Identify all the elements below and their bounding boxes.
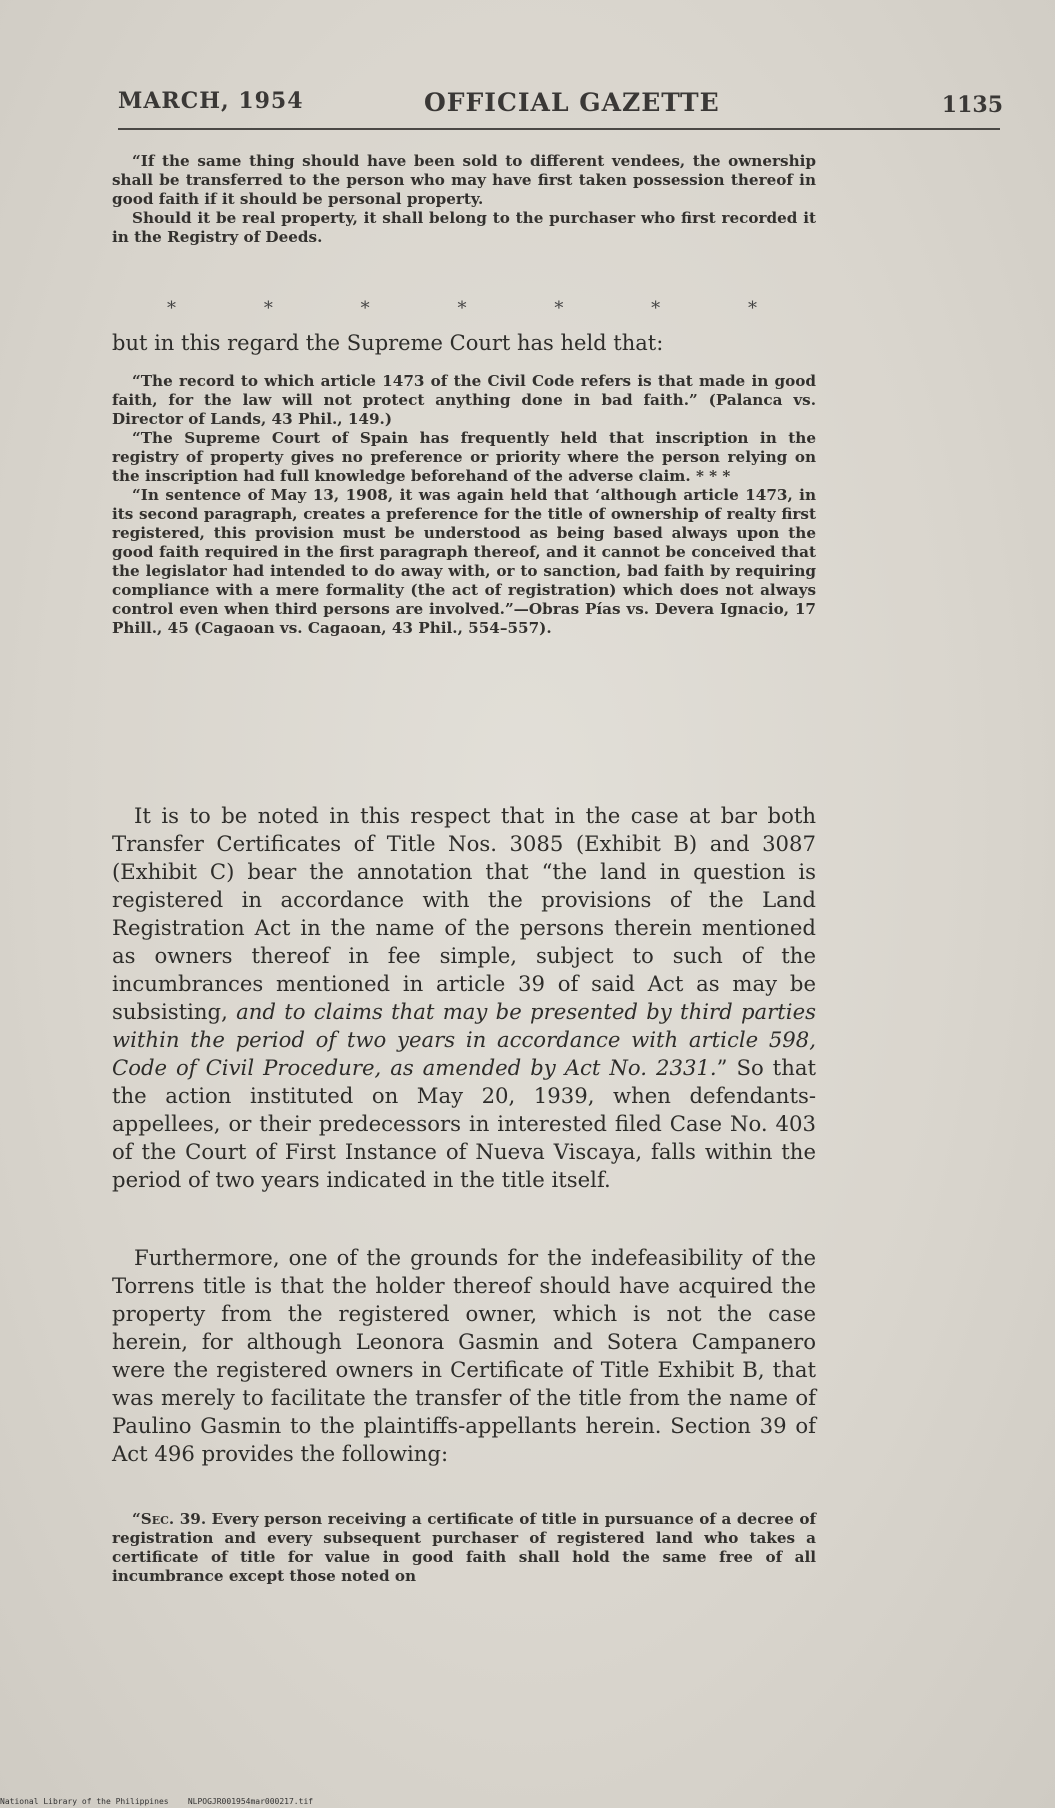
quote-paragraph: “The record to which article 1473 of the Civil Code refers is that made in good faith, for the law will not protect anything done in bad faith.” (Palanca vs. Director of Lands, 43 Phil., 149.) (112, 372, 816, 428)
quote-civil-code (112, 152, 816, 247)
quote-paragraph: “In sentence of May 13, 1908, it was again held that ‘although article 1473, in its second paragraph, creates a preference for the title of ownership of realty first registered, this provision must be understood as being based always upon the good faith required in the first paragraph thereof, and it cannot be conceived that the legislator had intended to do away with, or to sanction, bad faith by requiring compliance with a mere formality (the act of registration) which does not always control even when third persons are involved.”—Obras Pías vs. Devera Ignacio, 17 Phill., 45 (Cagaoan vs. Cagaoan, 43 Phil., 554–557). (112, 486, 816, 637)
star: * (167, 298, 176, 319)
file-name: NLPOGJR001954mar000217.tif (187, 1797, 314, 1806)
star: * (651, 298, 661, 319)
star: * (263, 298, 273, 319)
library-name: National Library of the Philippines (0, 1797, 169, 1806)
publication-title: OFFICIAL GAZETTE (424, 88, 720, 117)
star: * (554, 298, 564, 319)
body-paragraph-1 (112, 802, 816, 1194)
quote-supreme-court (112, 372, 816, 638)
page-number: 1135 (941, 92, 1003, 118)
body-text: It is to be noted in this respect that in the case at bar both Transfer Certificates of Title Nos. 3085 (Exhibit B) and 3087 (Exhibit C) bear the annotation that “the land in question is registered in accordance with the provisions of the Land Registration Act in the name of the persons therein mentioned as owners thereof in fee simple, subject to such of the incumbrances mentioned in article 39 of said Act as may be subsisting, (112, 803, 816, 1024)
section-label: Sec. 39. (140, 1510, 207, 1528)
body-paragraph-2 (112, 1244, 816, 1468)
issue-date: MARCH, 1954 (118, 88, 304, 114)
star: * (457, 298, 467, 319)
running-head (118, 82, 1003, 118)
quote-paragraph: “If the same thing should have been sold to different vendees, the ownership shall be transferred to the person who may have first taken possession thereof in good faith if it should be personal property. (112, 152, 816, 208)
star: * (360, 298, 370, 319)
quote-text: Every person receiving a certificate of title in pursuance of a decree of registration and every subsequent purchaser of registered land who takes a certificate of title for value in good faith shall hold the same free of all incumbrance except those noted on (112, 1510, 816, 1585)
header-rule (118, 128, 1000, 130)
ellipsis-stars (112, 298, 816, 319)
body-text-italic: and to claims that may be presented by third parties within the period of two years in accordance with article 598, Code of Civil Procedure, as amended by Act No. 2331. (112, 999, 816, 1080)
quote-paragraph: “The Supreme Court of Spain has frequently held that inscription in the registry of property gives no preference or priority where the person relying on the inscription had full knowledge beforehand of the adverse claim. * * * (112, 429, 816, 485)
open-quote: “ (132, 1510, 141, 1528)
star: * (747, 298, 757, 319)
body-text: ” So that the action instituted on May 20, 1939, when defendants-appellees, or their predecessors in interested filed Case No. 403 of the Court of First Instance of Nueva Viscaya, falls within the period of two years indicated in the title itself. (112, 1055, 816, 1192)
quote-section-39 (112, 1510, 816, 1586)
lead-sentence: but in this regard the Supreme Court has held that: (112, 331, 664, 355)
quote-paragraph: Should it be real property, it shall belong to the purchaser who first recorded it in the Registry of Deeds. (112, 209, 816, 246)
body-text: Furthermore, one of the grounds for the indefeasibility of the Torrens title is that the holder thereof should have acquired the property from the registered owner, which is not the case herein, for although Leonora Gasmin and Sotera Campanero were the registered owners in Certificate of Title Exhibit B, that was merely to facilitate the transfer of the title from the name of Paulino Gasmin to the plaintiffs-appellants herein. Section 39 of Act 496 provides the following: (112, 1245, 816, 1466)
scan-footer (0, 1797, 313, 1806)
